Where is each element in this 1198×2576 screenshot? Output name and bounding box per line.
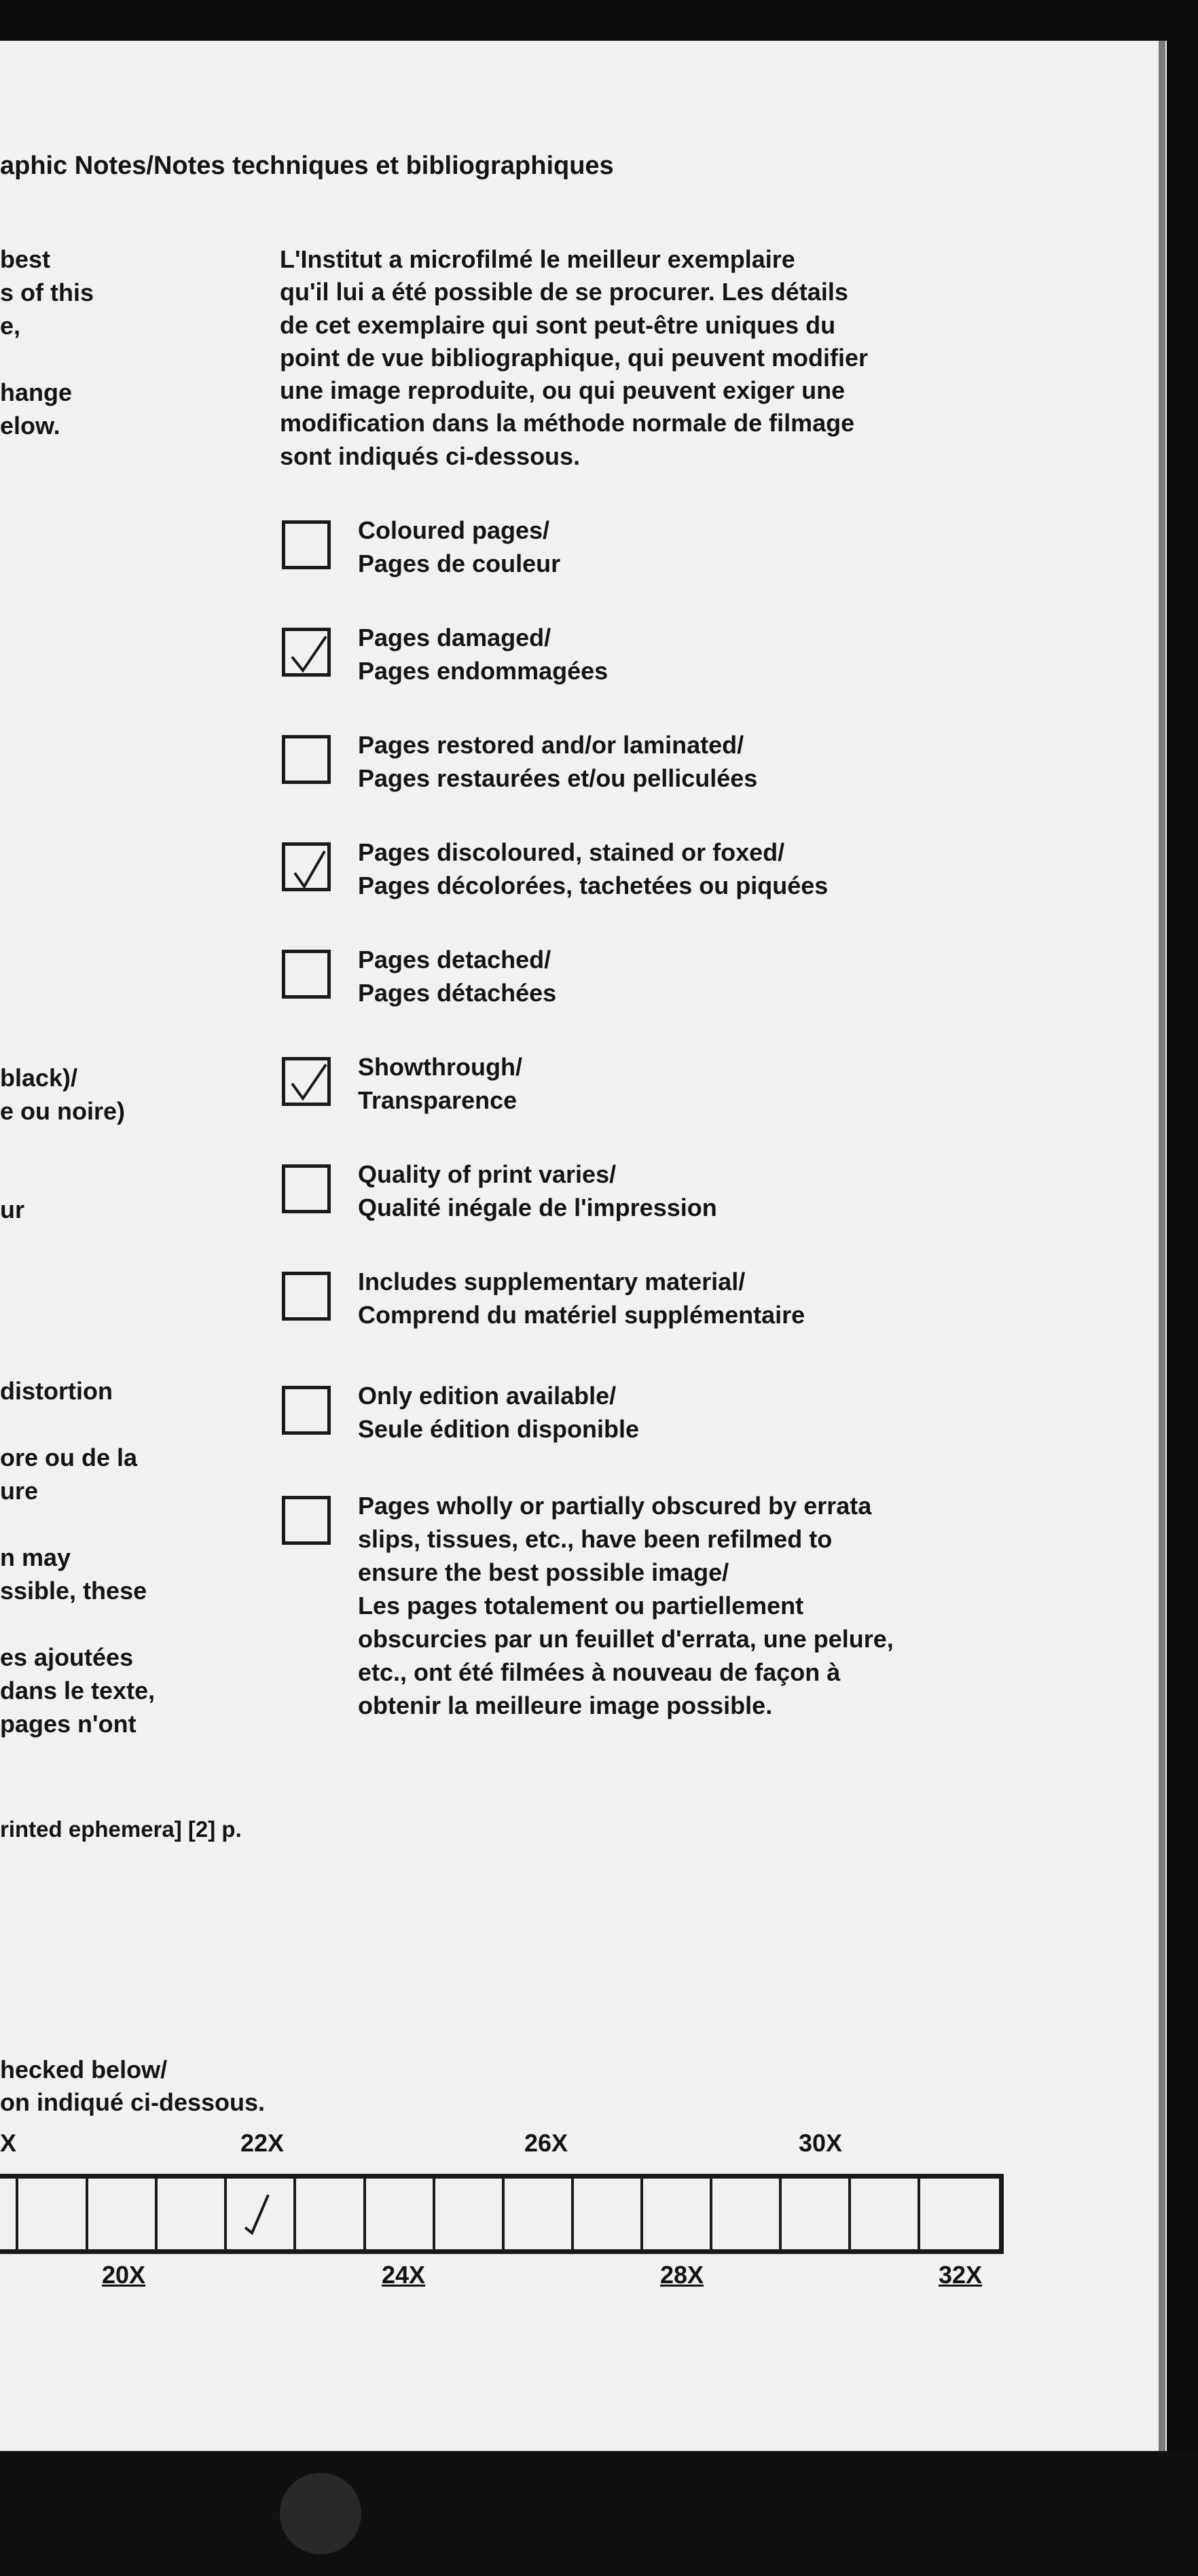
- film-frame-bottom: [0, 2451, 1198, 2576]
- scale-label-top: 26X: [524, 2129, 568, 2157]
- option-pages-discoloured: [282, 838, 1151, 917]
- left-fragment-line: [0, 1507, 155, 1541]
- intro-line: de cet exemplaire qui sont peut-être uniques du: [280, 310, 836, 339]
- checkmark-icon: [285, 846, 334, 895]
- scale-cell: [710, 2179, 712, 2249]
- scale-label-top: 30X: [799, 2129, 843, 2157]
- checkbox[interactable]: [282, 1386, 331, 1435]
- scale-cell: [571, 2179, 574, 2249]
- scale-label-top: X: [0, 2129, 17, 2157]
- scale-cell: [16, 2179, 18, 2249]
- option-pages-damaged: [282, 624, 1151, 702]
- intro-line: qu'il lui a été possible de se procurer. Les détails: [280, 278, 848, 306]
- left-fragment-block-top: [0, 243, 94, 442]
- left-fragment-line: ssible, these: [0, 1577, 147, 1605]
- option-label: Coloured pages/ Pages de couleur: [358, 516, 561, 577]
- option-showthrough: [282, 1053, 1151, 1132]
- checkmark-icon: [285, 631, 334, 680]
- scale-label-bottom: 28X: [660, 2261, 704, 2289]
- scale-cell: [640, 2179, 643, 2249]
- left-fragment-line: dans le texte,: [0, 1677, 156, 1704]
- intro-line: modification dans la méthode normale de filmage: [280, 409, 855, 437]
- checkbox[interactable]: [282, 1496, 331, 1545]
- checked-below-line: on indiqué ci-dessous.: [0, 2088, 266, 2116]
- scale-cell: [363, 2179, 366, 2249]
- scale-cell: [918, 2179, 920, 2249]
- scale-cell: [224, 2179, 227, 2249]
- scale-label-bottom: 24X: [382, 2261, 426, 2289]
- left-fragment-line: s of this: [0, 279, 94, 306]
- left-fragment-line: n may: [0, 1543, 71, 1571]
- option-label: Only edition available/ Seule édition disponible: [358, 1382, 640, 1443]
- option-label: Pages damaged/ Pages endommagées: [358, 624, 609, 685]
- scale-cell: [848, 2179, 851, 2249]
- checkbox[interactable]: [282, 735, 331, 784]
- checkbox[interactable]: [282, 1272, 331, 1321]
- left-fragment-block-mid: [0, 1061, 125, 1128]
- intro-line: sont indiqués ci-dessous.: [280, 442, 581, 470]
- left-fragment-line: ore ou de la: [0, 1444, 138, 1471]
- scale-cell: [779, 2179, 782, 2249]
- page-heading: aphic Notes/Notes techniques et bibliographiques: [0, 151, 614, 180]
- checkmark-icon: [285, 1060, 334, 1109]
- option-label: Pages detached/ Pages détachées: [358, 946, 557, 1007]
- reduction-scale: [0, 2174, 1004, 2254]
- option-pages-restored: [282, 731, 1151, 810]
- option-only-edition: [282, 1382, 1151, 1461]
- scale-label-bottom: 20X: [102, 2261, 146, 2289]
- option-quality-of-print: [282, 1160, 1151, 1239]
- scale-cell: [293, 2179, 296, 2249]
- left-fragment-line: distortion: [0, 1377, 113, 1405]
- left-fragment-line: [0, 1408, 155, 1441]
- checkbox[interactable]: [282, 950, 331, 999]
- option-pages-obscured: [282, 1492, 1151, 1727]
- left-fragment-ur: ur: [0, 1196, 24, 1223]
- left-fragment-line: best: [0, 245, 51, 273]
- option-label: Pages discoloured, stained or foxed/ Pages décolorées, tachetées ou piquées: [358, 838, 829, 899]
- left-fragment-line: [0, 1607, 155, 1641]
- scale-cell: [433, 2179, 435, 2249]
- left-fragment-line: [0, 342, 94, 376]
- checkbox[interactable]: [282, 628, 331, 677]
- option-pages-detached: [282, 946, 1151, 1024]
- option-supplementary-material: [282, 1268, 1151, 1346]
- left-fragment-line: e ou noire): [0, 1097, 126, 1125]
- scale-cell: [502, 2179, 505, 2249]
- intro-line: point de vue bibliographique, qui peuvent modifier: [280, 343, 869, 372]
- checkbox[interactable]: [282, 842, 331, 891]
- left-fragment-line: ure: [0, 1477, 39, 1505]
- left-fragment-line: elow.: [0, 412, 60, 440]
- left-fragment-line: pages n'ont: [0, 1710, 137, 1738]
- checked-below-line: hecked below/: [0, 2056, 168, 2083]
- scale-label-top: 22X: [240, 2129, 285, 2157]
- film-smudge: [280, 2473, 361, 2554]
- left-fragment-line: es ajoutées: [0, 1643, 134, 1671]
- french-intro: [280, 243, 868, 472]
- scale-cell: [155, 2179, 158, 2249]
- left-fragment-line: e,: [0, 312, 21, 340]
- scale-cell: [86, 2179, 88, 2249]
- checked-below-note: [0, 2053, 265, 2118]
- checkbox[interactable]: [282, 520, 331, 569]
- scale-label-bottom: 32X: [939, 2261, 983, 2289]
- option-label: Quality of print varies/ Qualité inégale de l'impression: [358, 1160, 717, 1221]
- intro-line: L'Institut a microfilmé le meilleur exemplaire: [280, 245, 795, 273]
- checkbox[interactable]: [282, 1164, 331, 1213]
- option-coloured-pages: [282, 516, 1151, 595]
- left-fragment-line: black)/: [0, 1064, 78, 1092]
- ephemera-note: rinted ephemera] [2] p.: [0, 1817, 242, 1842]
- page-edge-shadow: [1159, 41, 1165, 2451]
- option-label: Pages wholly or partially obscured by errata slips, tissues, etc., have been refilmed to ensure the best possible image/ Les pages totalement ou partiellement obscurcies par un feuillet d'errata, une pelure, etc., ont été filmées à nouveau de façon à obtenir la meilleure image possible.: [358, 1492, 894, 1719]
- option-label: Includes supplementary material/ Comprend du matériel supplémentaire: [358, 1268, 805, 1329]
- option-label: Pages restored and/or laminated/ Pages restaurées et/ou pelliculées: [358, 731, 758, 792]
- intro-line: une image reproduite, ou qui peuvent exiger une: [280, 376, 846, 405]
- left-fragment-line: hange: [0, 378, 73, 406]
- option-label: Showthrough/ Transparence: [358, 1053, 522, 1114]
- scale-checkmark-icon: [238, 2192, 286, 2240]
- checkbox[interactable]: [282, 1057, 331, 1106]
- left-fragment-block-distortion: [0, 1374, 155, 1740]
